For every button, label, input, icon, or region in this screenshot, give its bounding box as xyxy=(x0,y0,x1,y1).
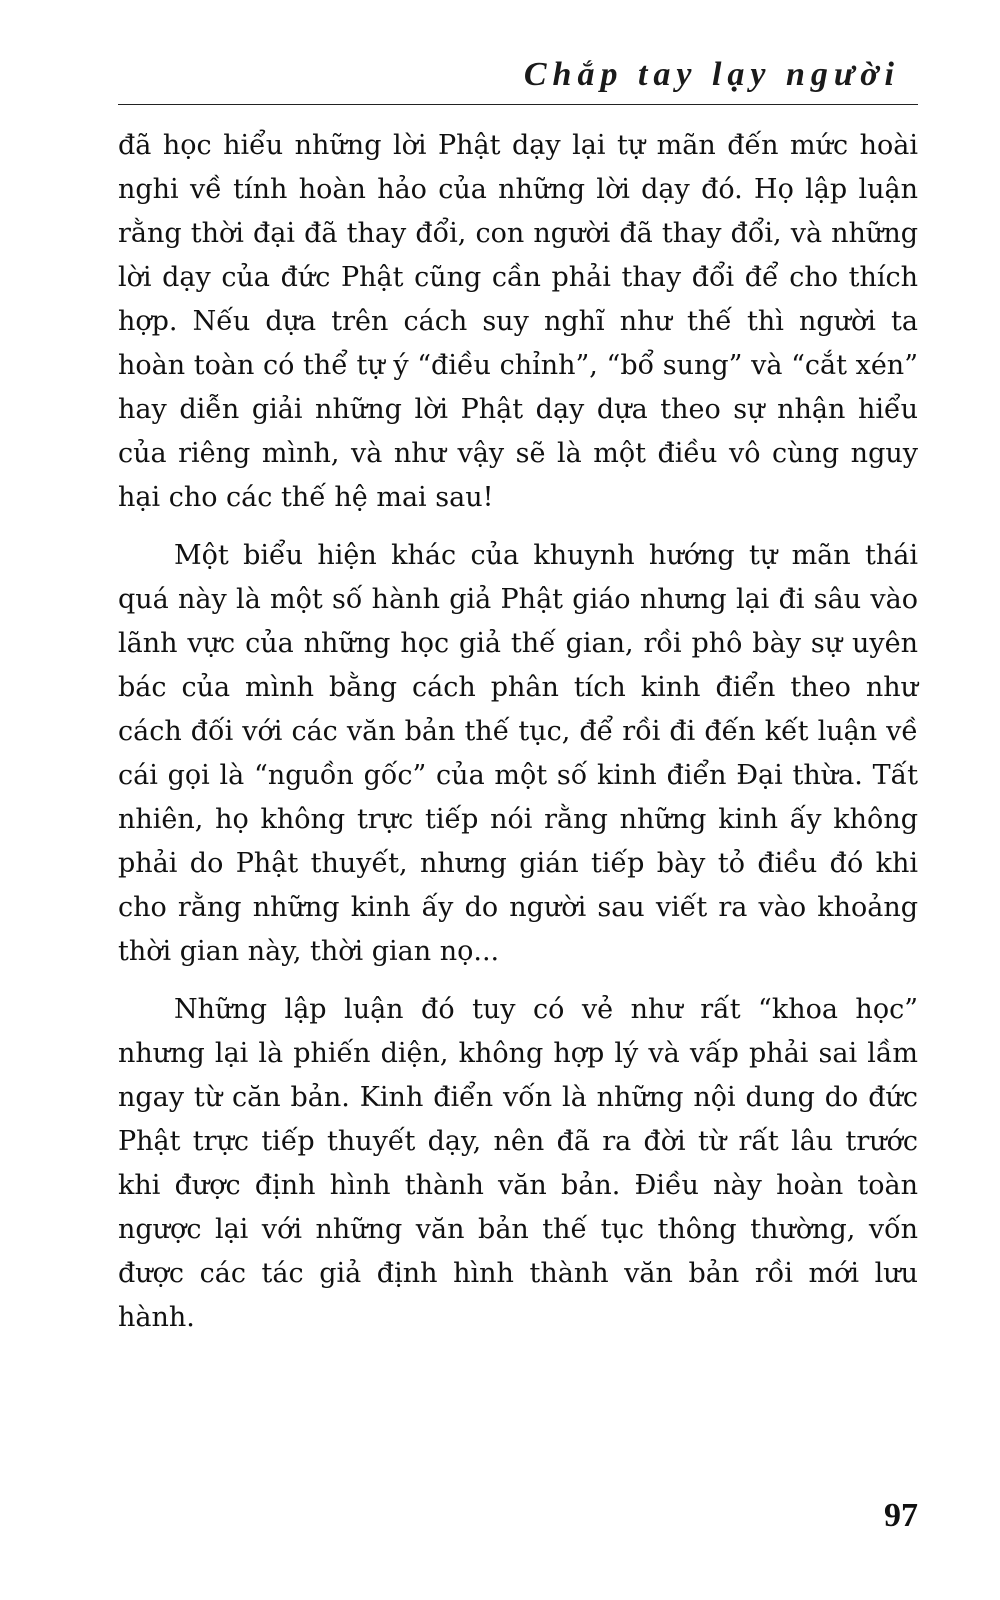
page-number: 97 xyxy=(884,1497,918,1534)
running-title: Chắp tay lạy người xyxy=(523,56,900,93)
body-text xyxy=(118,124,918,1354)
paragraph-2: Một biểu hiện khác của khuynh hướng tự mãn thái quá này là một số hành giả Phật giáo nhưng lại đi sâu vào lãnh vực của những học giả thế gian, rồi phô bày sự uyên bác của mình bằng cách phân tích kinh điển theo như cách đối với các văn bản thế tục, để rồi đi đến kết luận về cái gọi là “nguồn gốc” của một số kinh điển Đại thừa. Tất nhiên, họ không trực tiếp nói rằng những kinh ấy không phải do Phật thuyết, nhưng gián tiếp bày tỏ điều đó khi cho rằng những kinh ấy do người sau viết ra vào khoảng thời gian này, thời gian nọ... xyxy=(118,540,918,967)
paragraph-1: đã học hiểu những lời Phật dạy lại tự mãn đến mức hoài nghi về tính hoàn hảo của những lời dạy đó. Họ lập luận rằng thời đại đã thay đổi, con người đã thay đổi, và những lời dạy của đức Phật cũng cần phải thay đổi để cho thích hợp. Nếu dựa trên cách suy nghĩ như thế thì người ta hoàn toàn có thể tự ý “điều chỉnh”, “bổ sung” và “cắt xén” hay diễn giải những lời Phật dạy dựa theo sự nhận hiểu của riêng mình, và như vậy sẽ là một điều vô cùng nguy hại cho các thế hệ mai sau! xyxy=(118,130,918,513)
paragraph-3: Những lập luận đó tuy có vẻ như rất “khoa học” nhưng lại là phiến diện, không hợp lý và vấp phải sai lầm ngay từ căn bản. Kinh điển vốn là những nội dung do đức Phật trực tiếp thuyết dạy, nên đã ra đời từ rất lâu trước khi được định hình thành văn bản. Điều này hoàn toàn ngược lại với những văn bản thế tục thông thường, vốn được các tác giả định hình thành văn bản rồi mới lưu hành. xyxy=(118,994,918,1333)
page-header xyxy=(118,56,918,105)
